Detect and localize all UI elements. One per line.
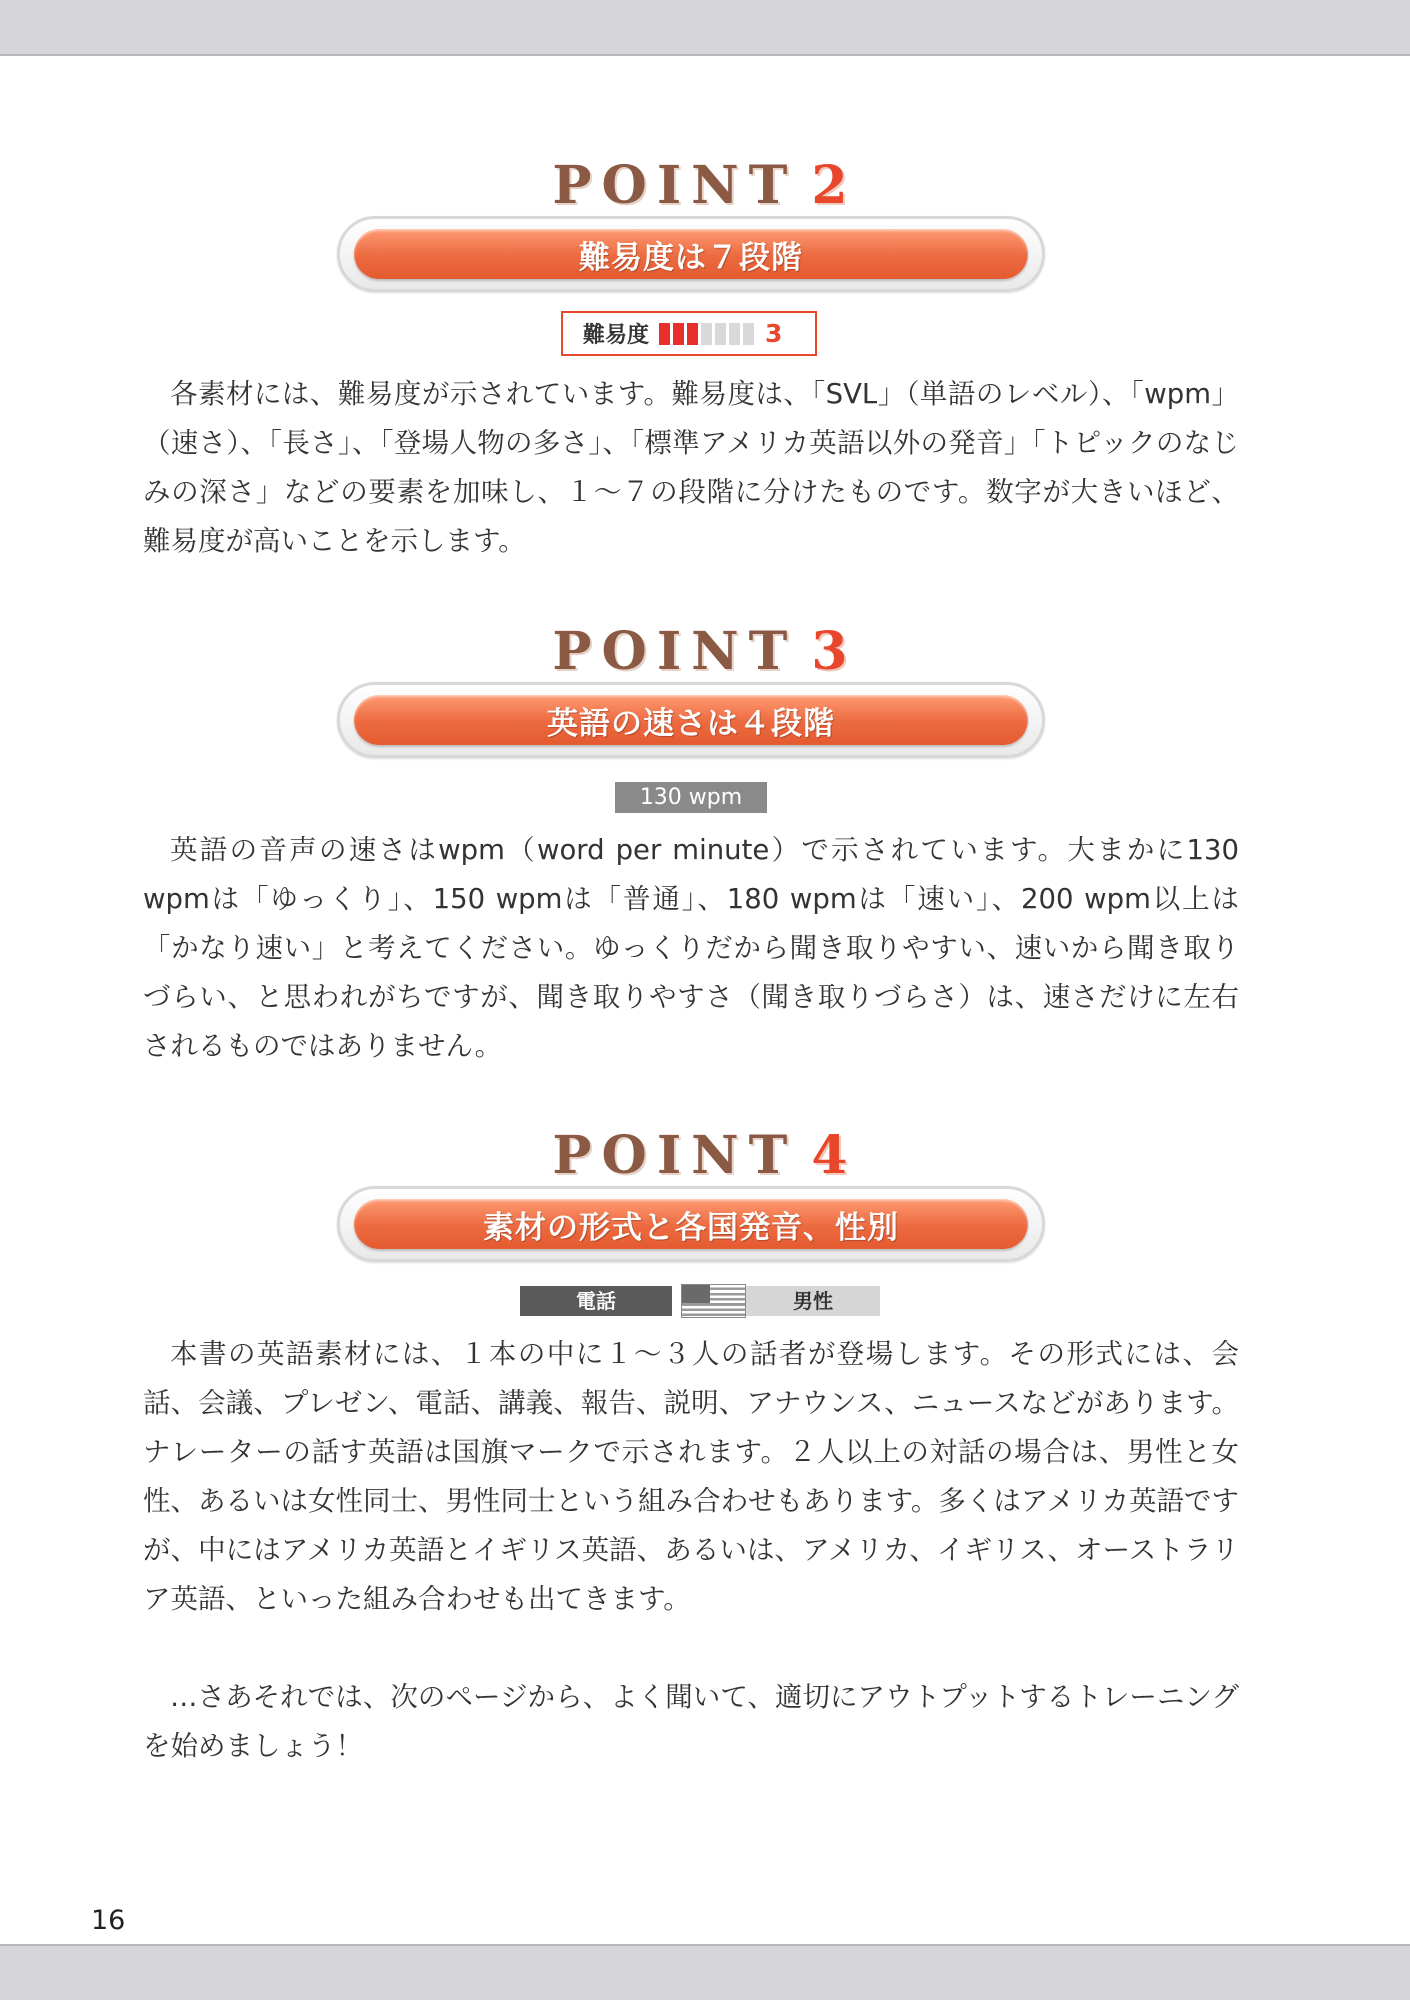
- difficulty-bar: [701, 323, 712, 345]
- point-3-text: 英語の音声の速さはwpm（word per minute）で示されています。大まかに130 wpmは「ゆっくり」、150 wpmは「普通」、180 wpmは「速い」、200 wpm以上は「かなり速い」と考えてください。ゆっくりだから聞き取りやすい、速いから聞き取りづらい、と思われがちですが、聞き取りやすさ（聞き取りづらさ）は、速さだけに左右されるものではありません。: [143, 834, 1239, 1062]
- point-4-text: 本書の英語素材には、１本の中に１～３人の話者が登場します。その形式には、会話、会議、プレゼン、電話、講義、報告、説明、アナウンス、ニュースなどがあります。ナレーターの話す英語は国旗マークで示されます。２人以上の対話の場合は、男性と女性、あるいは女性同士、男性同士という組み合わせもあります。多くはアメリカ英語ですが、中にはアメリカ英語とイギリス英語、あるいは、アメリカ、イギリス、オーストラリア英語、といった組み合わせも出てきます。: [143, 1338, 1239, 1615]
- point-4-paragraph: [143, 1330, 1239, 1624]
- closing-text: …さあそれでは、次のページから、よく聞いて、適切にアウトプットするトレーニングを始めましょう！: [143, 1681, 1239, 1762]
- closing-paragraph: [143, 1673, 1239, 1771]
- difficulty-bar: [715, 323, 726, 345]
- top-bar: [0, 0, 1410, 56]
- point-3-paragraph: [143, 826, 1239, 1071]
- bottom-bar: [0, 1944, 1410, 2000]
- difficulty-bar: [659, 323, 670, 345]
- point-3-banner: [337, 682, 1045, 758]
- point-4-heading: [0, 1125, 1410, 1186]
- point-number: 3: [811, 621, 858, 682]
- difficulty-indicator: [561, 311, 817, 356]
- difficulty-bar: [673, 323, 684, 345]
- point-word: POINT: [552, 1125, 798, 1186]
- difficulty-bar: [729, 323, 740, 345]
- point-3-subtitle: 英語の速さは４段階: [547, 705, 835, 742]
- difficulty-bar: [687, 323, 698, 345]
- wpm-badge: 130 wpm: [615, 782, 767, 813]
- difficulty-value: 3: [765, 319, 783, 348]
- point-2-subtitle: 難易度は７段階: [579, 239, 803, 276]
- point-2-banner: [337, 216, 1045, 292]
- point-number: 2: [811, 155, 858, 216]
- point-2-heading: [0, 155, 1410, 216]
- difficulty-bar: [743, 323, 754, 345]
- point-2-paragraph: [143, 370, 1239, 566]
- format-tag: 電話: [520, 1286, 672, 1316]
- page-number: 16: [91, 1905, 126, 1936]
- point-word: POINT: [552, 621, 798, 682]
- point-3-heading: [0, 621, 1410, 682]
- difficulty-label: 難易度: [583, 323, 650, 348]
- point-4-banner: [337, 1186, 1045, 1262]
- us-flag-icon: [681, 1284, 746, 1318]
- point-4-subtitle: 素材の形式と各国発音、性別: [483, 1209, 899, 1246]
- difficulty-bars: [659, 323, 757, 345]
- point-word: POINT: [552, 155, 798, 216]
- point-number: 4: [811, 1125, 858, 1186]
- point-2-text: 各素材には、難易度が示されています。難易度は、「SVL」（単語のレベル）、「wpm」（速さ）、「長さ」、「登場人物の多さ」、「標準アメリカ英語以外の発音」「トピックのなじみの深さ」などの要素を加味し、１～７の段階に分けたものです。数字が大きいほど、難易度が高いことを示します。: [143, 378, 1239, 557]
- gender-tag: 男性: [746, 1286, 880, 1316]
